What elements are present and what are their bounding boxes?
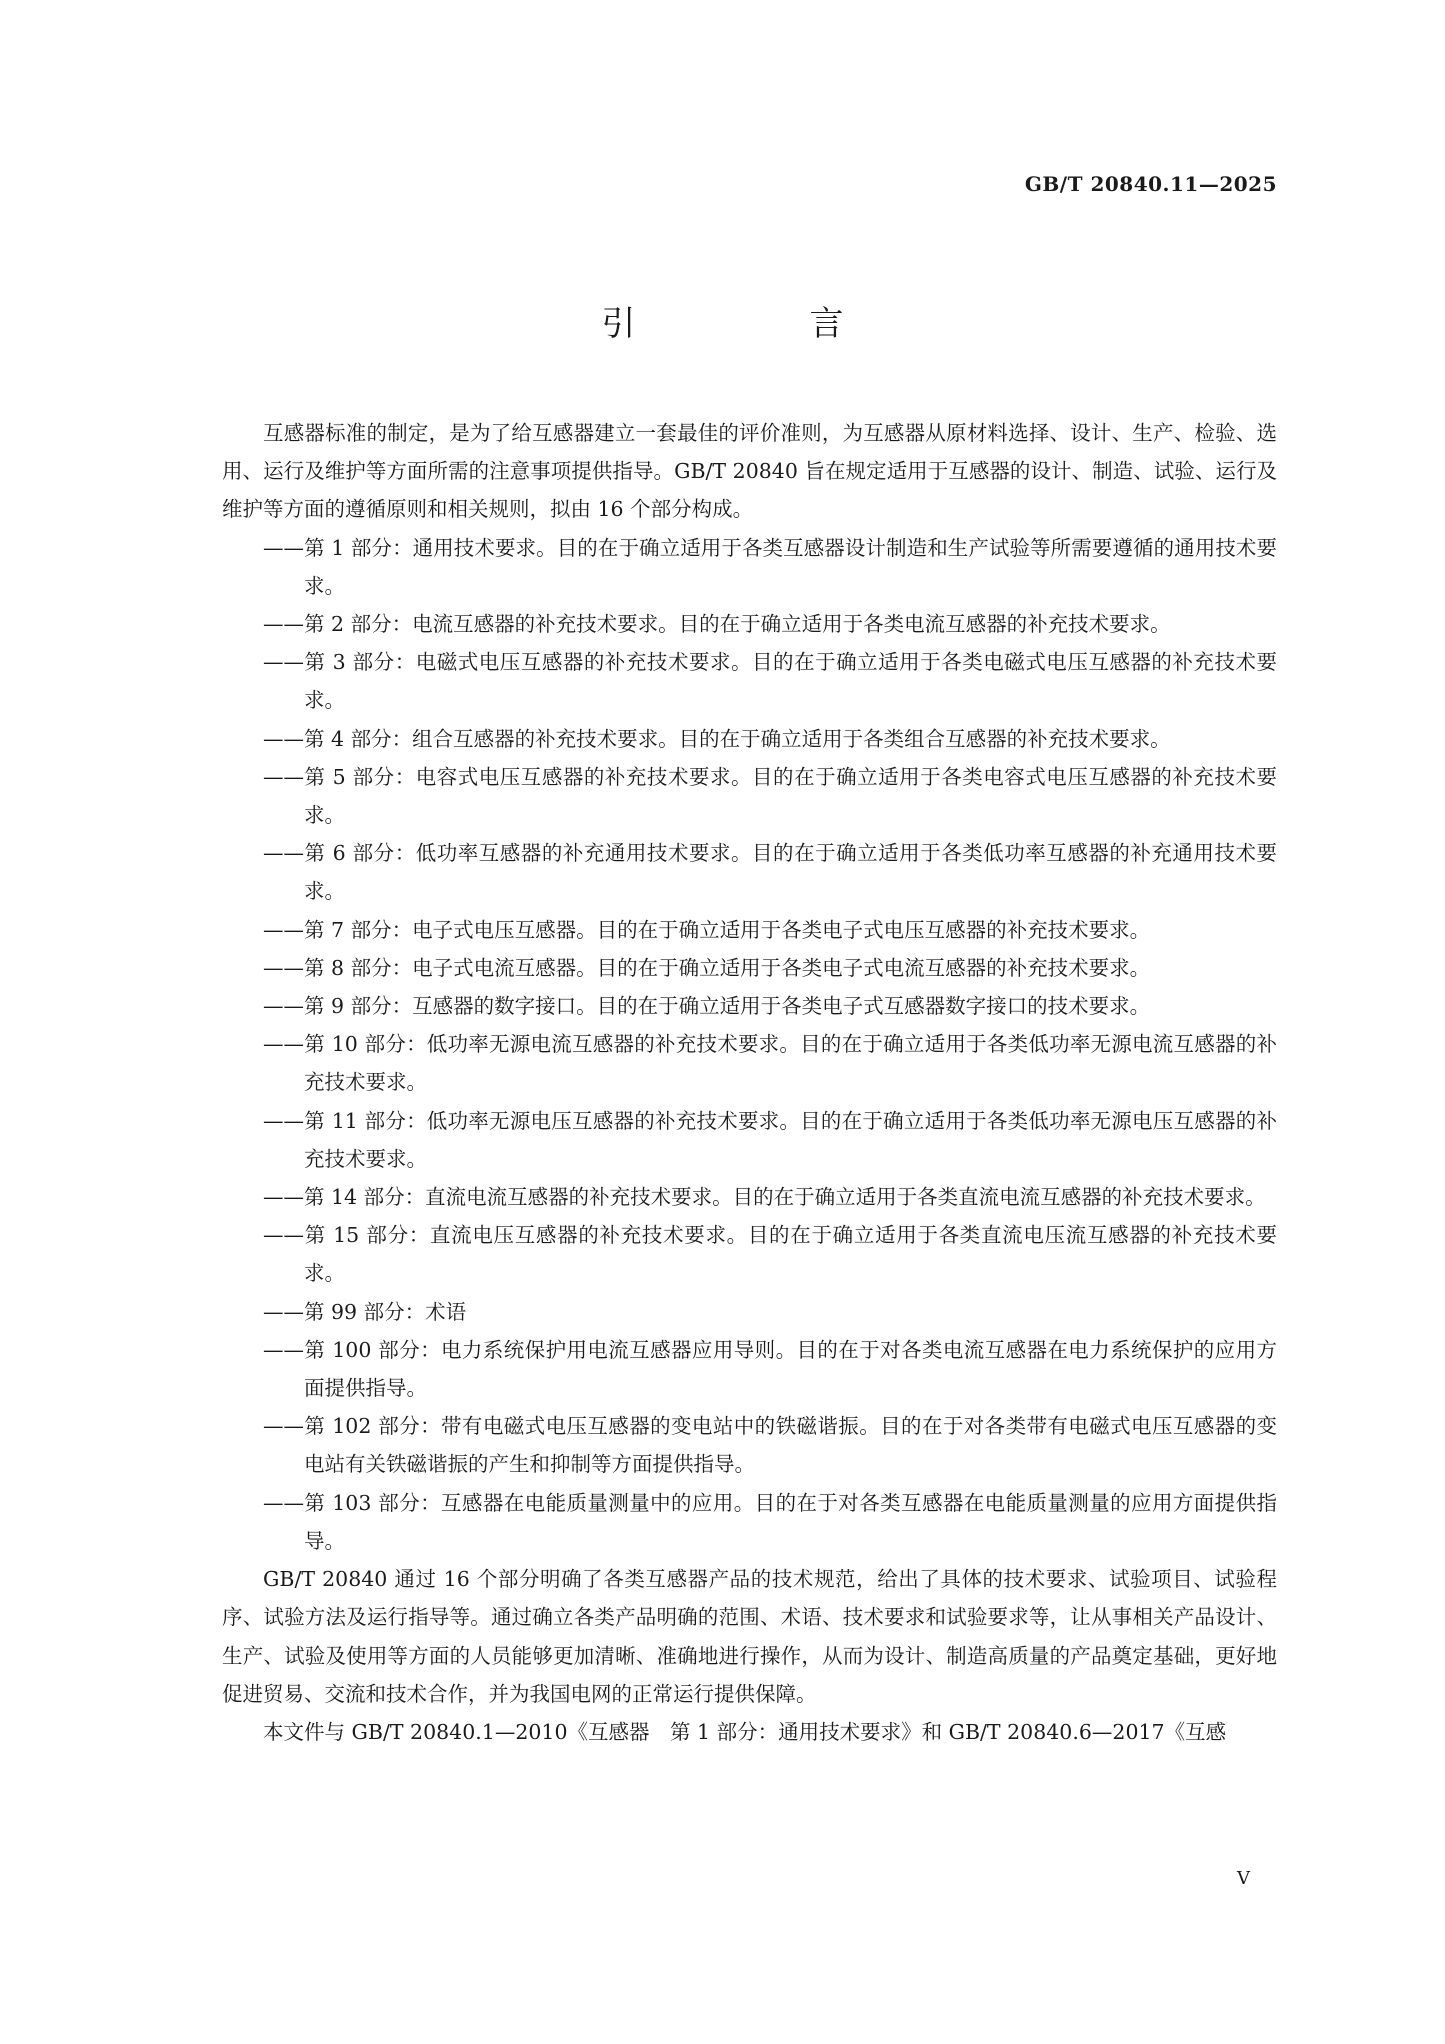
parts-list [222, 529, 1277, 1560]
summary-paragraph: GB/T 20840 通过 16 个部分明确了各类互感器产品的技术规范，给出了具体的技术要求、试验项目、试验程序、试验方法及运行指导等。通过确立各类产品明确的范围、术语、技术要求和试验要求等，让从事相关产品设计、生产、试验及使用等方面的人员能够更加清晰、准确地进行操作，从而为设计、制造高质量的产品奠定基础，更好地促进贸易、交流和技术合作，并为我国电网的正常运行提供保障。 [222, 1567, 1277, 1706]
document-body [222, 414, 1277, 1751]
intro-paragraph: 互感器标准的制定，是为了给互感器建立一套最佳的评价准则，为互感器从原材料选择、设计、生产、检验、选用、运行及维护等方面所需的注意事项提供指导。GB/T 20840 旨在规定适用于互感器的设计、制造、试验、运行及维护等方面的遵循原则和相关规则，拟由 16 个部分构成。 [222, 421, 1277, 522]
list-item: ——第 14 部分：直流电流互感器的补充技术要求。目的在于确立适用于各类直流电流互感器的补充技术要求。 [263, 1185, 1266, 1210]
list-item: ——第 1 部分：通用技术要求。目的在于确立适用于各类互感器设计制造和生产试验等所需要遵循的通用技术要求。 [263, 535, 1277, 598]
list-item: ——第 9 部分：互感器的数字接口。目的在于确立适用于各类电子式互感器数字接口的技术要求。 [263, 994, 1151, 1019]
list-item: ——第 103 部分：互感器在电能质量测量中的应用。目的在于对各类互感器在电能质量测量的应用方面提供指导。 [263, 1490, 1277, 1553]
list-item: ——第 100 部分：电力系统保护用电流互感器应用导则。目的在于对各类电流互感器在电力系统保护的应用方面提供指导。 [263, 1337, 1277, 1401]
list-item: ——第 15 部分：直流电压互感器的补充技术要求。目的在于确立适用于各类直流电压流互感器的补充技术要求。 [263, 1223, 1277, 1286]
list-item: ——第 11 部分：低功率无源电压互感器的补充技术要求。目的在于确立适用于各类低功率无源电压互感器的补充技术要求。 [263, 1108, 1277, 1171]
list-item: ——第 102 部分：带有电磁式电压互感器的变电站中的铁磁谐振。目的在于对各类带有电磁式电压互感器的变电站有关铁磁谐振的产生和抑制等方面提供指导。 [263, 1414, 1277, 1477]
list-item: ——第 8 部分：电子式电流互感器。目的在于确立适用于各类电子式电流互感器的补充技术要求。 [263, 955, 1151, 980]
page-number: V [1237, 1868, 1250, 1889]
list-item: ——第 6 部分：低功率互感器的补充通用技术要求。目的在于确立适用于各类低功率互感器的补充通用技术要求。 [263, 841, 1277, 904]
list-item: ——第 4 部分：组合互感器的补充技术要求。目的在于确立适用于各类组合互感器的补充技术要求。 [263, 726, 1171, 751]
closing-paragraph: 本文件与 GB/T 20840.1—2010《互感器 第 1 部分：通用技术要求》和 GB/T 20840.6—2017《互感 [263, 1719, 1227, 1744]
list-item: ——第 2 部分：电流互感器的补充技术要求。目的在于确立适用于各类电流互感器的补充技术要求。 [263, 612, 1171, 637]
standard-code: GB/T 20840.11—2025 [1024, 172, 1277, 196]
list-item: ——第 3 部分：电磁式电压互感器的补充技术要求。目的在于确立适用于各类电磁式电压互感器的补充技术要求。 [263, 650, 1277, 713]
page-title: 引 言 [601, 304, 914, 344]
list-item: ——第 5 部分：电容式电压互感器的补充技术要求。目的在于确立适用于各类电容式电压互感器的补充技术要求。 [263, 764, 1277, 828]
list-item: ——第 99 部分：术语 [263, 1299, 467, 1324]
list-item: ——第 10 部分：低功率无源电流互感器的补充技术要求。目的在于确立适用于各类低功率无源电流互感器的补充技术要求。 [263, 1032, 1277, 1095]
list-item: ——第 7 部分：电子式电压互感器。目的在于确立适用于各类电子式电压互感器的补充技术要求。 [263, 917, 1151, 942]
